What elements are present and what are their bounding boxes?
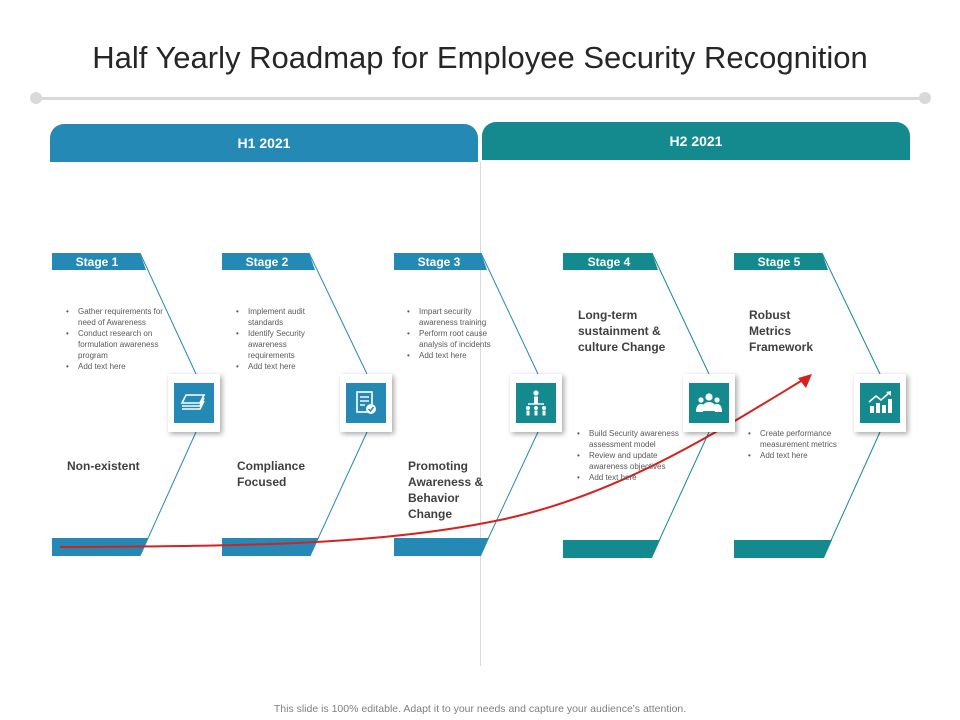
stage-2-label: Stage 2	[245, 255, 289, 269]
stage-4-icon-box	[683, 374, 735, 432]
stage-4-base-bar	[563, 540, 660, 558]
stage-1-bullets	[58, 306, 164, 372]
stage-1-status: Non-existent	[67, 459, 140, 473]
period-header-h1: H1 2021	[50, 124, 478, 162]
stage-5-outline	[822, 253, 880, 374]
stage-4-label: Stage 4	[587, 255, 631, 269]
list-item: • Gather requirements for need of Awareness	[58, 306, 164, 328]
list-item: • Add text here	[399, 350, 511, 361]
list-item: • Implement audit standards	[228, 306, 332, 328]
list-item: • Create performance measurement metrics	[740, 428, 838, 450]
list-item: • Identify Security awareness requirements	[228, 328, 332, 361]
checklist-icon	[346, 383, 386, 423]
group-icon	[689, 383, 729, 423]
stage-2-icon-box	[340, 374, 392, 432]
stage-3-bullets	[399, 306, 511, 361]
stage-5-bullets	[740, 428, 838, 461]
stage-4-bullets	[569, 428, 681, 483]
stage-3-label: Stage 3	[417, 255, 461, 269]
stage-1-outline-lower	[140, 432, 196, 556]
stage-3-base-bar	[394, 538, 489, 556]
stage-2-status: Compliance Focused	[237, 459, 306, 489]
stage-2-bullets	[228, 306, 332, 372]
team-hierarchy-icon	[516, 383, 556, 423]
layers-icon	[174, 383, 214, 423]
stage-3-icon-box	[510, 374, 562, 432]
stage-1-icon-box	[168, 374, 220, 432]
list-item: • Conduct research on formulation awareness program	[58, 328, 164, 361]
list-item: • Impart security awareness training	[399, 306, 511, 328]
stage-4-heading: Long-term sustainment & culture Change	[578, 308, 666, 354]
page-title: Half Yearly Roadmap for Employee Security Recognition	[92, 40, 868, 75]
growth-chart-icon	[860, 383, 900, 423]
list-item: • Add text here	[58, 361, 164, 372]
list-item: • Add text here	[228, 361, 332, 372]
list-item: • Add text here	[740, 450, 838, 461]
stage-2-outline-lower	[310, 432, 367, 556]
list-item: • Perform root cause analysis of incidents	[399, 328, 511, 350]
list-item: • Review and update awareness objectives	[569, 450, 681, 472]
stage-5-heading: Robust Metrics Framework	[749, 308, 814, 354]
footer-note: This slide is 100% editable. Adapt it to your needs and capture your audience's attention.	[273, 703, 687, 715]
stage-1-label: Stage 1	[75, 255, 119, 269]
stage-5-icon-box	[854, 374, 906, 432]
period-header-h2: H2 2021	[482, 122, 910, 160]
stage-5-label: Stage 5	[757, 255, 801, 269]
stage-3-status: Promoting Awareness & Behavior Change	[408, 459, 484, 521]
list-item: • Add text here	[569, 472, 681, 483]
stage-2-base-bar	[222, 538, 318, 556]
list-item: • Build Security awareness assessment model	[569, 428, 681, 450]
stage-5-base-bar	[734, 540, 832, 558]
